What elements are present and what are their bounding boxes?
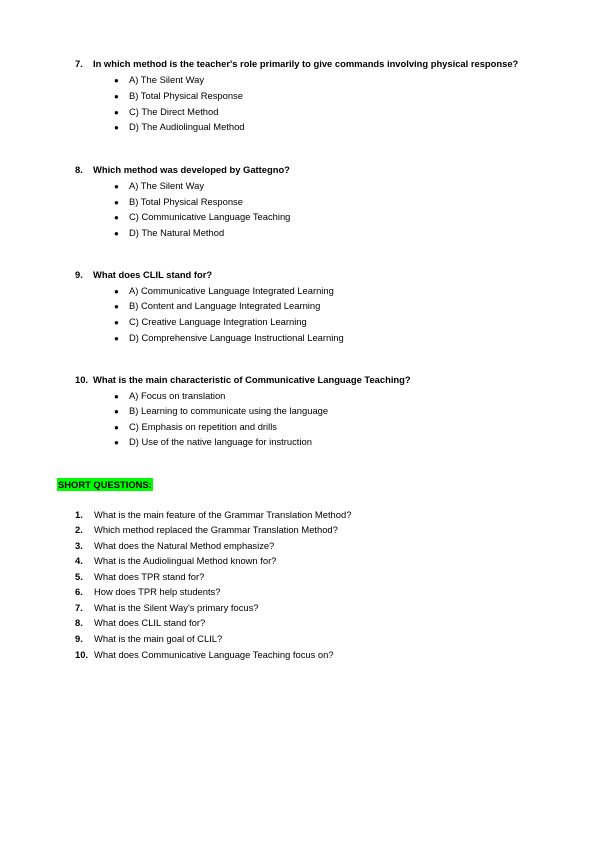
option-text: B) Total Physical Response [129, 196, 243, 207]
list-item [75, 509, 351, 520]
option-item [114, 390, 225, 401]
bullet-icon: ● [114, 182, 119, 191]
bullet-icon: ● [114, 123, 119, 132]
item-text: What does TPR stand for? [94, 571, 205, 582]
bullet-icon: ● [114, 423, 119, 432]
option-text: C) The Direct Method [129, 106, 219, 117]
question-number: 7. [75, 58, 83, 69]
item-number: 9. [75, 633, 83, 644]
question-number: 8. [75, 164, 83, 175]
option-item [114, 316, 307, 327]
option-text: D) Comprehensive Language Instructional Learning [129, 332, 344, 343]
bullet-icon: ● [114, 392, 119, 401]
list-item [75, 555, 276, 566]
option-item [114, 106, 218, 117]
option-text: C) Creative Language Integration Learning [129, 316, 307, 327]
item-text: What is the Audiolingual Method known for? [94, 555, 277, 566]
option-text: D) The Audiolingual Method [129, 121, 245, 132]
item-text: What is the Silent Way's primary focus? [94, 602, 259, 613]
option-text: C) Communicative Language Teaching [129, 211, 291, 222]
item-number: 7. [75, 602, 83, 613]
bullet-icon: ● [114, 407, 119, 416]
option-text: C) Emphasis on repetition and drills [129, 421, 277, 432]
bullet-icon: ● [114, 229, 119, 238]
item-number: 8. [75, 617, 83, 628]
option-item [114, 90, 243, 101]
question-title [75, 269, 212, 280]
list-item [75, 571, 204, 582]
option-item [114, 332, 344, 343]
question-text: What is the main characteristic of Communicative Language Teaching? [93, 374, 411, 385]
question-text: What does CLIL stand for? [93, 269, 213, 280]
option-text: A) Communicative Language Integrated Learning [129, 285, 334, 296]
option-item [114, 227, 224, 238]
bullet-icon: ● [114, 302, 119, 311]
list-item [75, 586, 220, 597]
option-item [114, 300, 320, 311]
short-questions-heading: SHORT QUESTIONS: [58, 479, 152, 490]
option-item [114, 121, 245, 132]
option-text: A) The Silent Way [129, 180, 205, 191]
bullet-icon: ● [114, 92, 119, 101]
question-title [75, 58, 518, 69]
option-item [114, 180, 204, 191]
question-title [75, 164, 290, 175]
question-title [75, 374, 411, 385]
list-item [75, 617, 205, 628]
list-item [75, 602, 259, 613]
item-text: Which method replaced the Grammar Translation Method? [94, 524, 338, 535]
bullet-icon: ● [114, 198, 119, 207]
option-text: A) Focus on translation [129, 390, 226, 401]
bullet-icon: ● [114, 334, 119, 343]
list-item [75, 524, 338, 535]
option-text: A) The Silent Way [129, 74, 205, 85]
question-number: 9. [75, 269, 83, 280]
item-text: How does TPR help students? [94, 586, 221, 597]
option-text: D) The Natural Method [129, 227, 225, 238]
bullet-icon: ● [114, 438, 119, 447]
bullet-icon: ● [114, 287, 119, 296]
item-text: What does Communicative Language Teaching focus on? [94, 649, 334, 660]
option-item [114, 421, 277, 432]
item-text: What does CLIL stand for? [94, 617, 206, 628]
option-item [114, 74, 204, 85]
item-text: What is the main goal of CLIL? [94, 633, 223, 644]
option-item [114, 196, 243, 207]
option-text: D) Use of the native language for instruction [129, 436, 312, 447]
item-text: What is the main feature of the Grammar Translation Method? [94, 509, 352, 520]
item-number: 1. [75, 509, 83, 520]
item-number: 6. [75, 586, 83, 597]
item-number: 3. [75, 540, 83, 551]
item-number: 2. [75, 524, 83, 535]
item-number: 10. [75, 649, 89, 660]
bullet-icon: ● [114, 108, 119, 117]
list-item [75, 633, 222, 644]
option-item [114, 285, 334, 296]
option-text: B) Learning to communicate using the language [129, 405, 329, 416]
list-item [75, 649, 334, 660]
option-text: B) Total Physical Response [129, 90, 243, 101]
question-text: In which method is the teacher's role primarily to give commands involving physical response? [93, 58, 519, 69]
item-number: 4. [75, 555, 83, 566]
question-text: Which method was developed by Gattegno? [93, 164, 290, 175]
item-number: 5. [75, 571, 83, 582]
bullet-icon: ● [114, 318, 119, 327]
item-text: What does the Natural Method emphasize? [94, 540, 275, 551]
list-item [75, 540, 274, 551]
question-number: 10. [75, 374, 89, 385]
bullet-icon: ● [114, 213, 119, 222]
option-item [114, 211, 290, 222]
option-item [114, 405, 328, 416]
option-item [114, 436, 312, 447]
option-text: B) Content and Language Integrated Learning [129, 300, 321, 311]
bullet-icon: ● [114, 76, 119, 85]
